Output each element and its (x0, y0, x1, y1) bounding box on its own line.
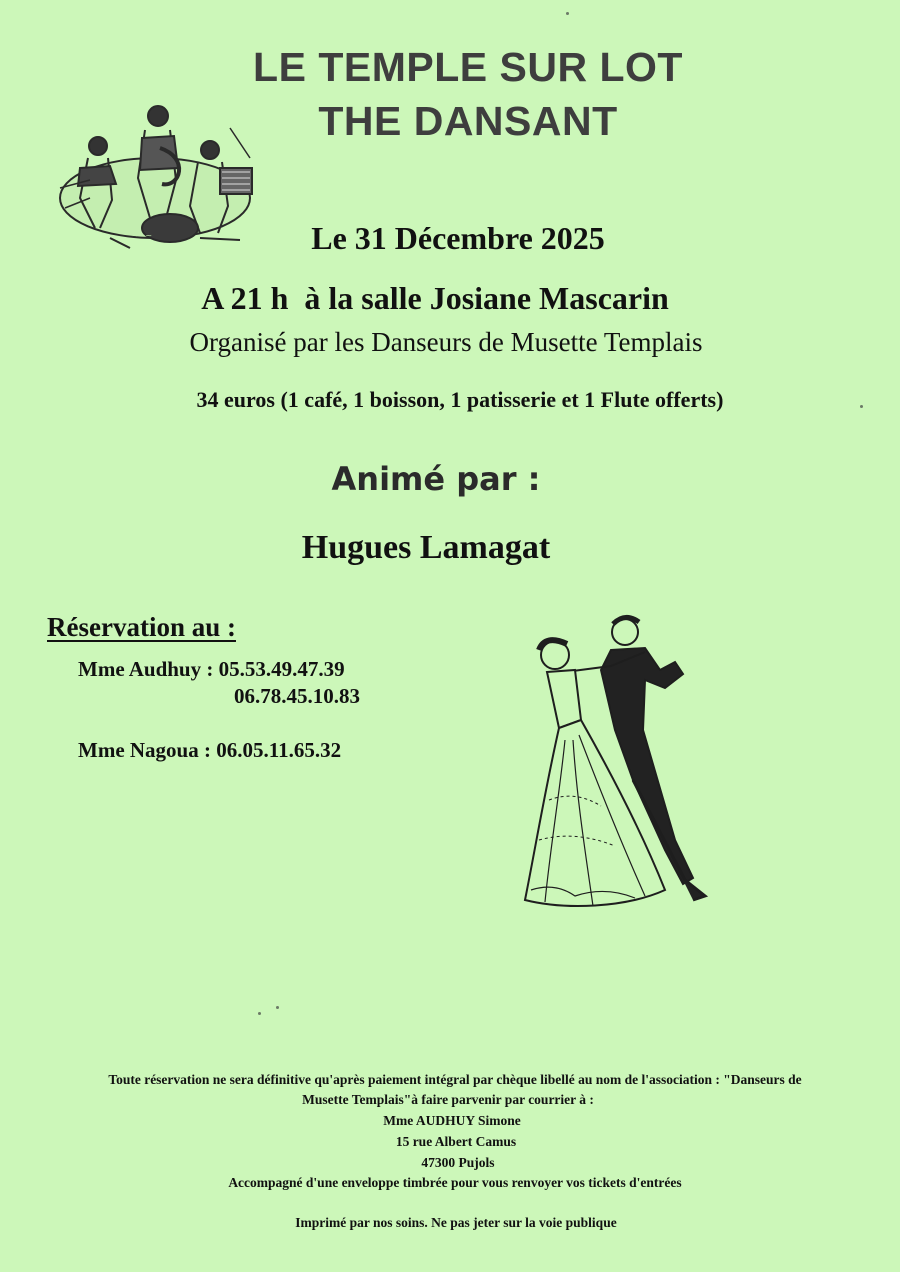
header-line2: THE DANSANT (318, 98, 618, 144)
reservation-audhuy-line2: 06.78.45.10.83 (234, 684, 360, 708)
header-line1: LE TEMPLE SUR LOT (253, 44, 683, 90)
reservation-nagoua: Mme Nagoua : 06.05.11.65.32 (78, 738, 342, 762)
event-date: Le 31 Décembre 2025 (311, 220, 605, 256)
event-price: 34 euros (1 café, 1 boisson, 1 patisserie et 1 Flute offerts) (196, 387, 724, 412)
event-time-place: A 21 h à la salle Josiane Mascarin (201, 280, 669, 316)
reservation-audhuy-line1: Mme Audhuy : 05.53.49.47.39 (78, 657, 345, 681)
speck (566, 12, 569, 15)
speck (258, 1012, 261, 1015)
footer-envelope: Accompagné d'une enveloppe timbrée pour vous renvoyer vos tickets d'entrées (228, 1175, 682, 1190)
footer-name: Mme AUDHUY Simone (383, 1113, 521, 1128)
host-heading: Animé par : (331, 460, 541, 498)
dancing-couple-illustration (515, 610, 715, 915)
footer-city: 47300 Pujols (421, 1155, 495, 1170)
footer-printed: Imprimé par nos soins. Ne pas jeter sur la voie publique (295, 1215, 617, 1230)
speck (276, 1006, 279, 1009)
footer-line1: Toute réservation ne sera définitive qu'après paiement intégral par chèque libellé au nom de l'association : "Danseurs de (108, 1072, 802, 1087)
host-name: Hugues Lamagat (301, 529, 551, 566)
speck (860, 405, 863, 408)
reservation-heading: Réservation au : (47, 612, 236, 642)
footer-line2: Musette Templais"à faire parvenir par courrier à : (302, 1092, 594, 1107)
footer-street: 15 rue Albert Camus (395, 1134, 517, 1149)
event-organizer: Organisé par les Danseurs de Musette Templais (189, 327, 703, 357)
svg-text:~~~: ~~~ (132, 231, 153, 240)
